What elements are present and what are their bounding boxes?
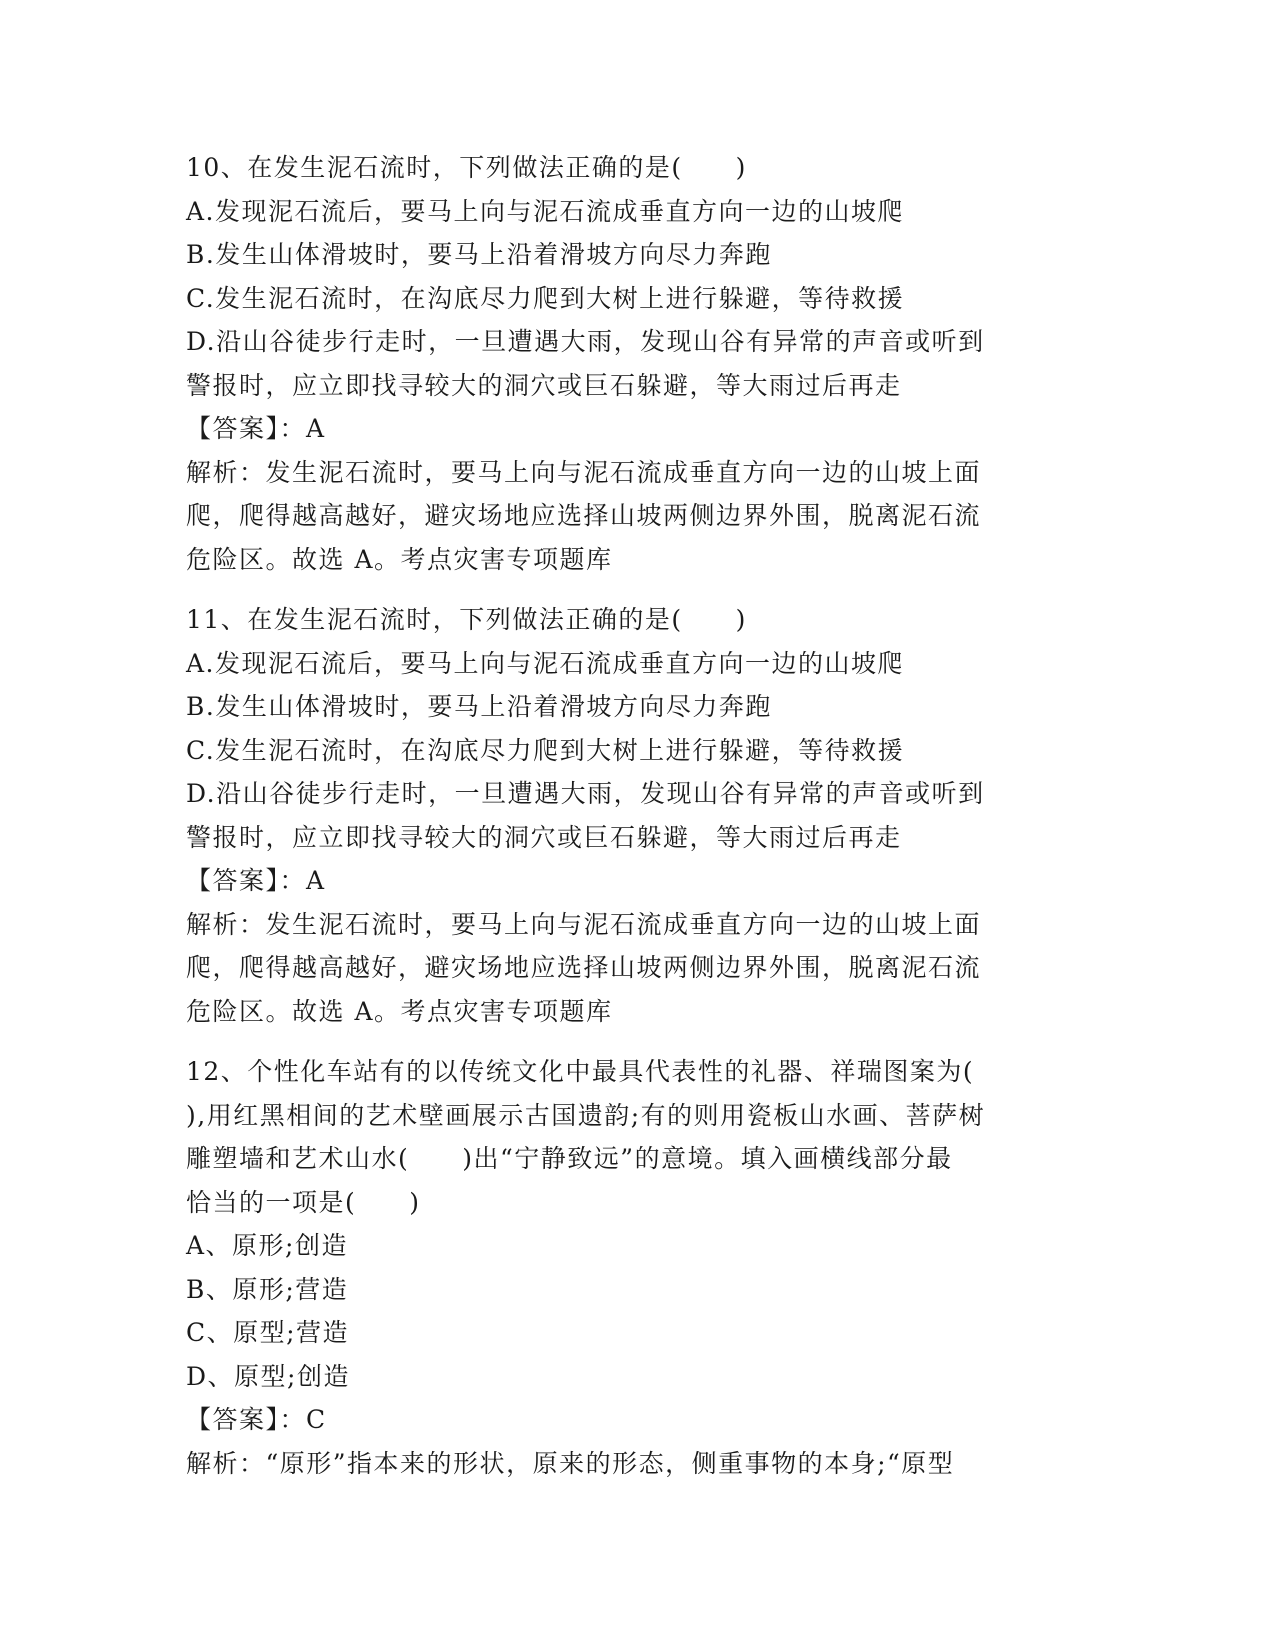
answer: 【答案】：C [186, 1405, 327, 1434]
explanation: 解析：发生泥石流时，要马上向与泥石流成垂直方向一边的山坡上面 [186, 909, 982, 939]
option-b: B、原形;营造 [186, 1274, 349, 1304]
question-12 [186, 1050, 1086, 1485]
option-d: D.沿山谷徒步行走时，一旦遭遇大雨，发现山谷有异常的声音或听到 [186, 779, 985, 808]
question-spacer [186, 1033, 1086, 1050]
option-d-continued: 警报时，应立即找寻较大的洞穴或巨石躲避，等大雨过后再走 [186, 370, 902, 400]
question-11 [186, 598, 1086, 1033]
question-spacer [186, 581, 1086, 598]
option-b: B.发生山体滑坡时，要马上沿着滑坡方向尽力奔跑 [186, 692, 772, 721]
explanation-continued: 爬，爬得越高越好，避灾场地应选择山坡两侧边界外围，脱离泥石流 [186, 953, 982, 982]
option-a: A、原形;创造 [186, 1231, 348, 1260]
explanation-continued: 危险区。故选 A。考点灾害专项题库 [186, 544, 613, 574]
option-a: A.发现泥石流后，要马上向与泥石流成垂直方向一边的山坡爬 [186, 648, 905, 678]
question-10 [186, 146, 1086, 581]
explanation-continued: 危险区。故选 A。考点灾害专项题库 [186, 996, 613, 1026]
option-c: C、原型;营造 [186, 1318, 350, 1347]
option-d: D.沿山谷徒步行走时，一旦遭遇大雨，发现山谷有异常的声音或听到 [186, 327, 985, 356]
option-b: B.发生山体滑坡时，要马上沿着滑坡方向尽力奔跑 [186, 240, 772, 269]
question-stem: 12、个性化车站有的以传统文化中最具代表性的礼器、祥瑞图案为( [186, 1057, 975, 1086]
question-stem-continued: 恰当的一项是( ) [186, 1187, 421, 1217]
question-stem: 10、在发生泥石流时，下列做法正确的是( ) [186, 153, 747, 182]
question-stem: 11、在发生泥石流时，下列做法正确的是( ) [186, 605, 747, 634]
explanation: 解析：发生泥石流时，要马上向与泥石流成垂直方向一边的山坡上面 [186, 457, 982, 487]
option-c: C.发生泥石流时，在沟底尽力爬到大树上进行躲避，等待救援 [186, 735, 905, 765]
answer: 【答案】：A [186, 866, 326, 895]
option-c: C.发生泥石流时，在沟底尽力爬到大树上进行躲避，等待救援 [186, 283, 905, 313]
option-d-continued: 警报时，应立即找寻较大的洞穴或巨石躲避，等大雨过后再走 [186, 822, 902, 852]
question-stem-continued: 雕塑墙和艺术山水( )出“宁静致远”的意境。填入画横线部分最 [186, 1144, 953, 1173]
document-page [186, 146, 1086, 1485]
answer: 【答案】：A [186, 414, 326, 443]
explanation: 解析：“原形”指本来的形状，原来的形态，侧重事物的本身;“原型 [186, 1448, 955, 1478]
option-d: D、原型;创造 [186, 1361, 350, 1391]
option-a: A.发现泥石流后，要马上向与泥石流成垂直方向一边的山坡爬 [186, 196, 905, 226]
explanation-continued: 爬，爬得越高越好，避灾场地应选择山坡两侧边界外围，脱离泥石流 [186, 501, 982, 530]
question-stem-continued: ),用红黑相间的艺术壁画展示古国遗韵;有的则用瓷板山水画、菩萨树 [186, 1100, 986, 1130]
